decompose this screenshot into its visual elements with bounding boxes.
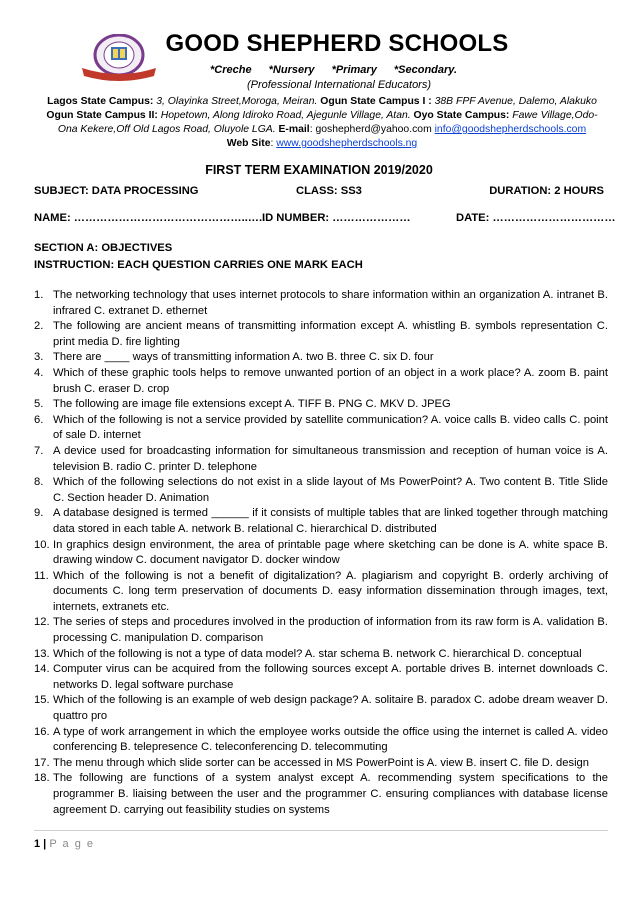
website-link[interactable]: www.goodshepherdschools.ng — [276, 138, 418, 149]
question-text: A type of work arrangement in which the employee works outside the office using the internet is called A. video conferencing B. telepresence C. teleconferencing D. telecommuting — [53, 725, 608, 754]
subject: SUBJECT: DATA PROCESSING — [34, 185, 199, 197]
level-creche: *Creche — [210, 64, 252, 76]
oyo-campus-address-1: Fawe Village,Odo- — [512, 110, 598, 121]
lagos-campus-address: 3, Olayinka Street,Moroga, Meiran. — [156, 96, 318, 107]
question-text: In graphics design environment, the area of printable page where sketching can be done is A. white space B. drawing window C. document navigator D. docker window — [53, 538, 608, 567]
footer-separator: | — [40, 838, 50, 850]
website-label: Web Site — [226, 138, 271, 149]
question-item — [34, 662, 608, 693]
question-number: 1. — [34, 289, 44, 301]
instruction: INSTRUCTION: EACH QUESTION CARRIES ONE MARK EACH — [34, 259, 363, 271]
question-item — [34, 475, 608, 506]
question-number: 14. — [34, 663, 50, 676]
question-item — [34, 319, 608, 350]
question-text: Which of the following is not a service provided by satellite communication? A. voice calls B. video calls C. point of sale D. internet — [53, 413, 608, 442]
question-item — [34, 366, 608, 397]
question-item — [34, 693, 608, 724]
question-item — [34, 569, 608, 616]
question-item — [34, 647, 608, 663]
school-name: GOOD SHEPHERD SCHOOLS — [165, 30, 509, 57]
page-footer — [34, 838, 95, 850]
question-text: There are ____ ways of transmitting information A. two B. three C. six D. four — [53, 351, 434, 364]
school-levels — [210, 64, 471, 76]
tagline: (Professional International Educators) — [246, 79, 432, 91]
email-link[interactable]: info@goodshepherdschools.com — [434, 124, 587, 135]
question-text: Which of the following selections do not exist in a slide layout of Ms PowerPoint? A. Two content B. Title Slide C. Section header D. Animation — [53, 476, 608, 504]
question-number: 9. — [34, 507, 44, 520]
question-item — [34, 756, 608, 772]
question-number: 10. — [34, 538, 50, 551]
email-primary: : goshepherd@yahoo.com — [309, 124, 432, 135]
question-text: The networking technology that uses internet protocols to share information within an organization A. intranet B. infrared C. extranet D. ethernet — [53, 289, 608, 317]
name-field: NAME: ………………………………………..….. — [34, 212, 266, 224]
date-field: DATE: …………………………… — [456, 212, 616, 224]
question-item — [34, 615, 608, 646]
question-text: Which of the following is an example of web design package? A. solitaire B. paradox C. adobe dream weaver D. quattro pro — [53, 694, 608, 723]
question-item — [34, 288, 608, 319]
question-text: The following are image file extensions except A. TIFF B. PNG C. MKV D. JPEG — [53, 398, 451, 411]
ogun-campus-2-label: Ogun State Campus II: — [46, 110, 158, 121]
level-secondary: *Secondary. — [393, 64, 458, 76]
question-text: Which of the following is not a benefit of digitalization? A. plagiarism and copyright B. orderly archiving of documents C. long term preservation of documents D. easy information dissemination through images, text, internets, extranets etc. — [53, 569, 608, 613]
ogun-campus-1-label: Ogun State Campus I : — [320, 96, 432, 107]
id-number-field: ID NUMBER: ………………… — [262, 212, 411, 224]
question-number: 4. — [34, 366, 44, 379]
question-text: A device used for broadcasting information for simultaneous transmission and reception of human voice is A. television B. radio C. printer D. telephone — [53, 444, 608, 473]
question-text: Which of these graphic tools helps to remove unwanted portion of an object in a work place? A. zoom B. paint brush C. eraser D. crop — [53, 366, 608, 395]
email-label: E-mail — [278, 124, 310, 135]
question-text: Computer virus can be acquired from the following sources except A. portable drives B. internet downloads C. networks D. legal software purchase — [53, 663, 608, 691]
page-word: P a g e — [49, 838, 95, 850]
question-number: 16. — [34, 725, 50, 738]
question-item — [34, 725, 608, 756]
question-number: 15. — [34, 694, 50, 707]
lagos-campus-label: Lagos State Campus: — [47, 96, 154, 107]
question-item — [34, 538, 608, 569]
question-number: 17. — [34, 756, 50, 769]
question-number: 7. — [34, 444, 44, 457]
question-item — [34, 350, 608, 366]
level-nursery: *Nursery — [268, 64, 315, 76]
question-number: 2. — [34, 320, 44, 333]
question-number: 12. — [34, 616, 50, 629]
question-number: 18. — [34, 772, 50, 785]
question-list — [34, 288, 608, 818]
question-item — [34, 771, 608, 818]
level-primary: *Primary — [331, 64, 377, 76]
question-text: A database designed is termed ______ if it consists of multiple tables that are linked together through matching data stored in each table A. network B. relational C. hierarchical D. distributed — [53, 507, 608, 535]
question-item — [34, 397, 608, 413]
page-number: 1 — [34, 838, 41, 850]
ogun-campus-2-address: Hopetown, Along Idiroko Road, Ajegunle Village, Atan. — [160, 110, 411, 121]
question-text: The following are ancient means of transmitting information except A. whistling B. symbols representation C. print media D. fire lighting — [53, 320, 608, 348]
question-number: 8. — [34, 476, 44, 489]
question-number: 11. — [34, 569, 49, 582]
oyo-campus-address-2: Ona Kekere,Off Old Lagos Road, Oluyole LGA. — [57, 124, 276, 135]
address-line-2 — [30, 109, 614, 123]
question-item — [34, 506, 608, 537]
address-line-1 — [30, 95, 614, 109]
question-item — [34, 413, 608, 444]
address-line-4: Web Site: www.goodshepherdschools.ng — [226, 138, 418, 149]
footer-divider — [34, 830, 608, 831]
question-text: The menu through which slide sorter can be accessed in MS PowerPoint is A. view B. insert C. file D. design — [53, 756, 590, 769]
address-line-3 — [30, 123, 614, 137]
question-text: The series of steps and procedures involved in the production of information from its raw form is A. validation B. processing C. manipulation D. comparison — [53, 616, 608, 645]
class: CLASS: SS3 — [296, 185, 362, 197]
question-number: 13. — [34, 647, 50, 660]
question-number: 5. — [34, 398, 44, 411]
exam-title: FIRST TERM EXAMINATION 2019/2020 — [205, 163, 433, 177]
ogun-campus-1-address: 38B FPF Avenue, Dalemo, Alakuko — [434, 96, 597, 107]
question-text: The following are functions of a system analyst except A. recommending system specifications to the programmer B. liaising between the user and the programmer C. ensuring compliances with database license agreement D. carrying out feasibility studies on systems — [53, 772, 608, 816]
question-number: 6. — [34, 413, 44, 426]
question-text: Which of the following is not a type of data model? A. star schema B. network C. hierarchical D. conceptual — [53, 647, 582, 660]
question-item — [34, 444, 608, 475]
question-number: 3. — [34, 351, 44, 364]
duration: DURATION: 2 HOURS — [489, 185, 604, 197]
section-title: SECTION A: OBJECTIVES — [34, 242, 173, 254]
oyo-campus-label: Oyo State Campus: — [413, 110, 510, 121]
